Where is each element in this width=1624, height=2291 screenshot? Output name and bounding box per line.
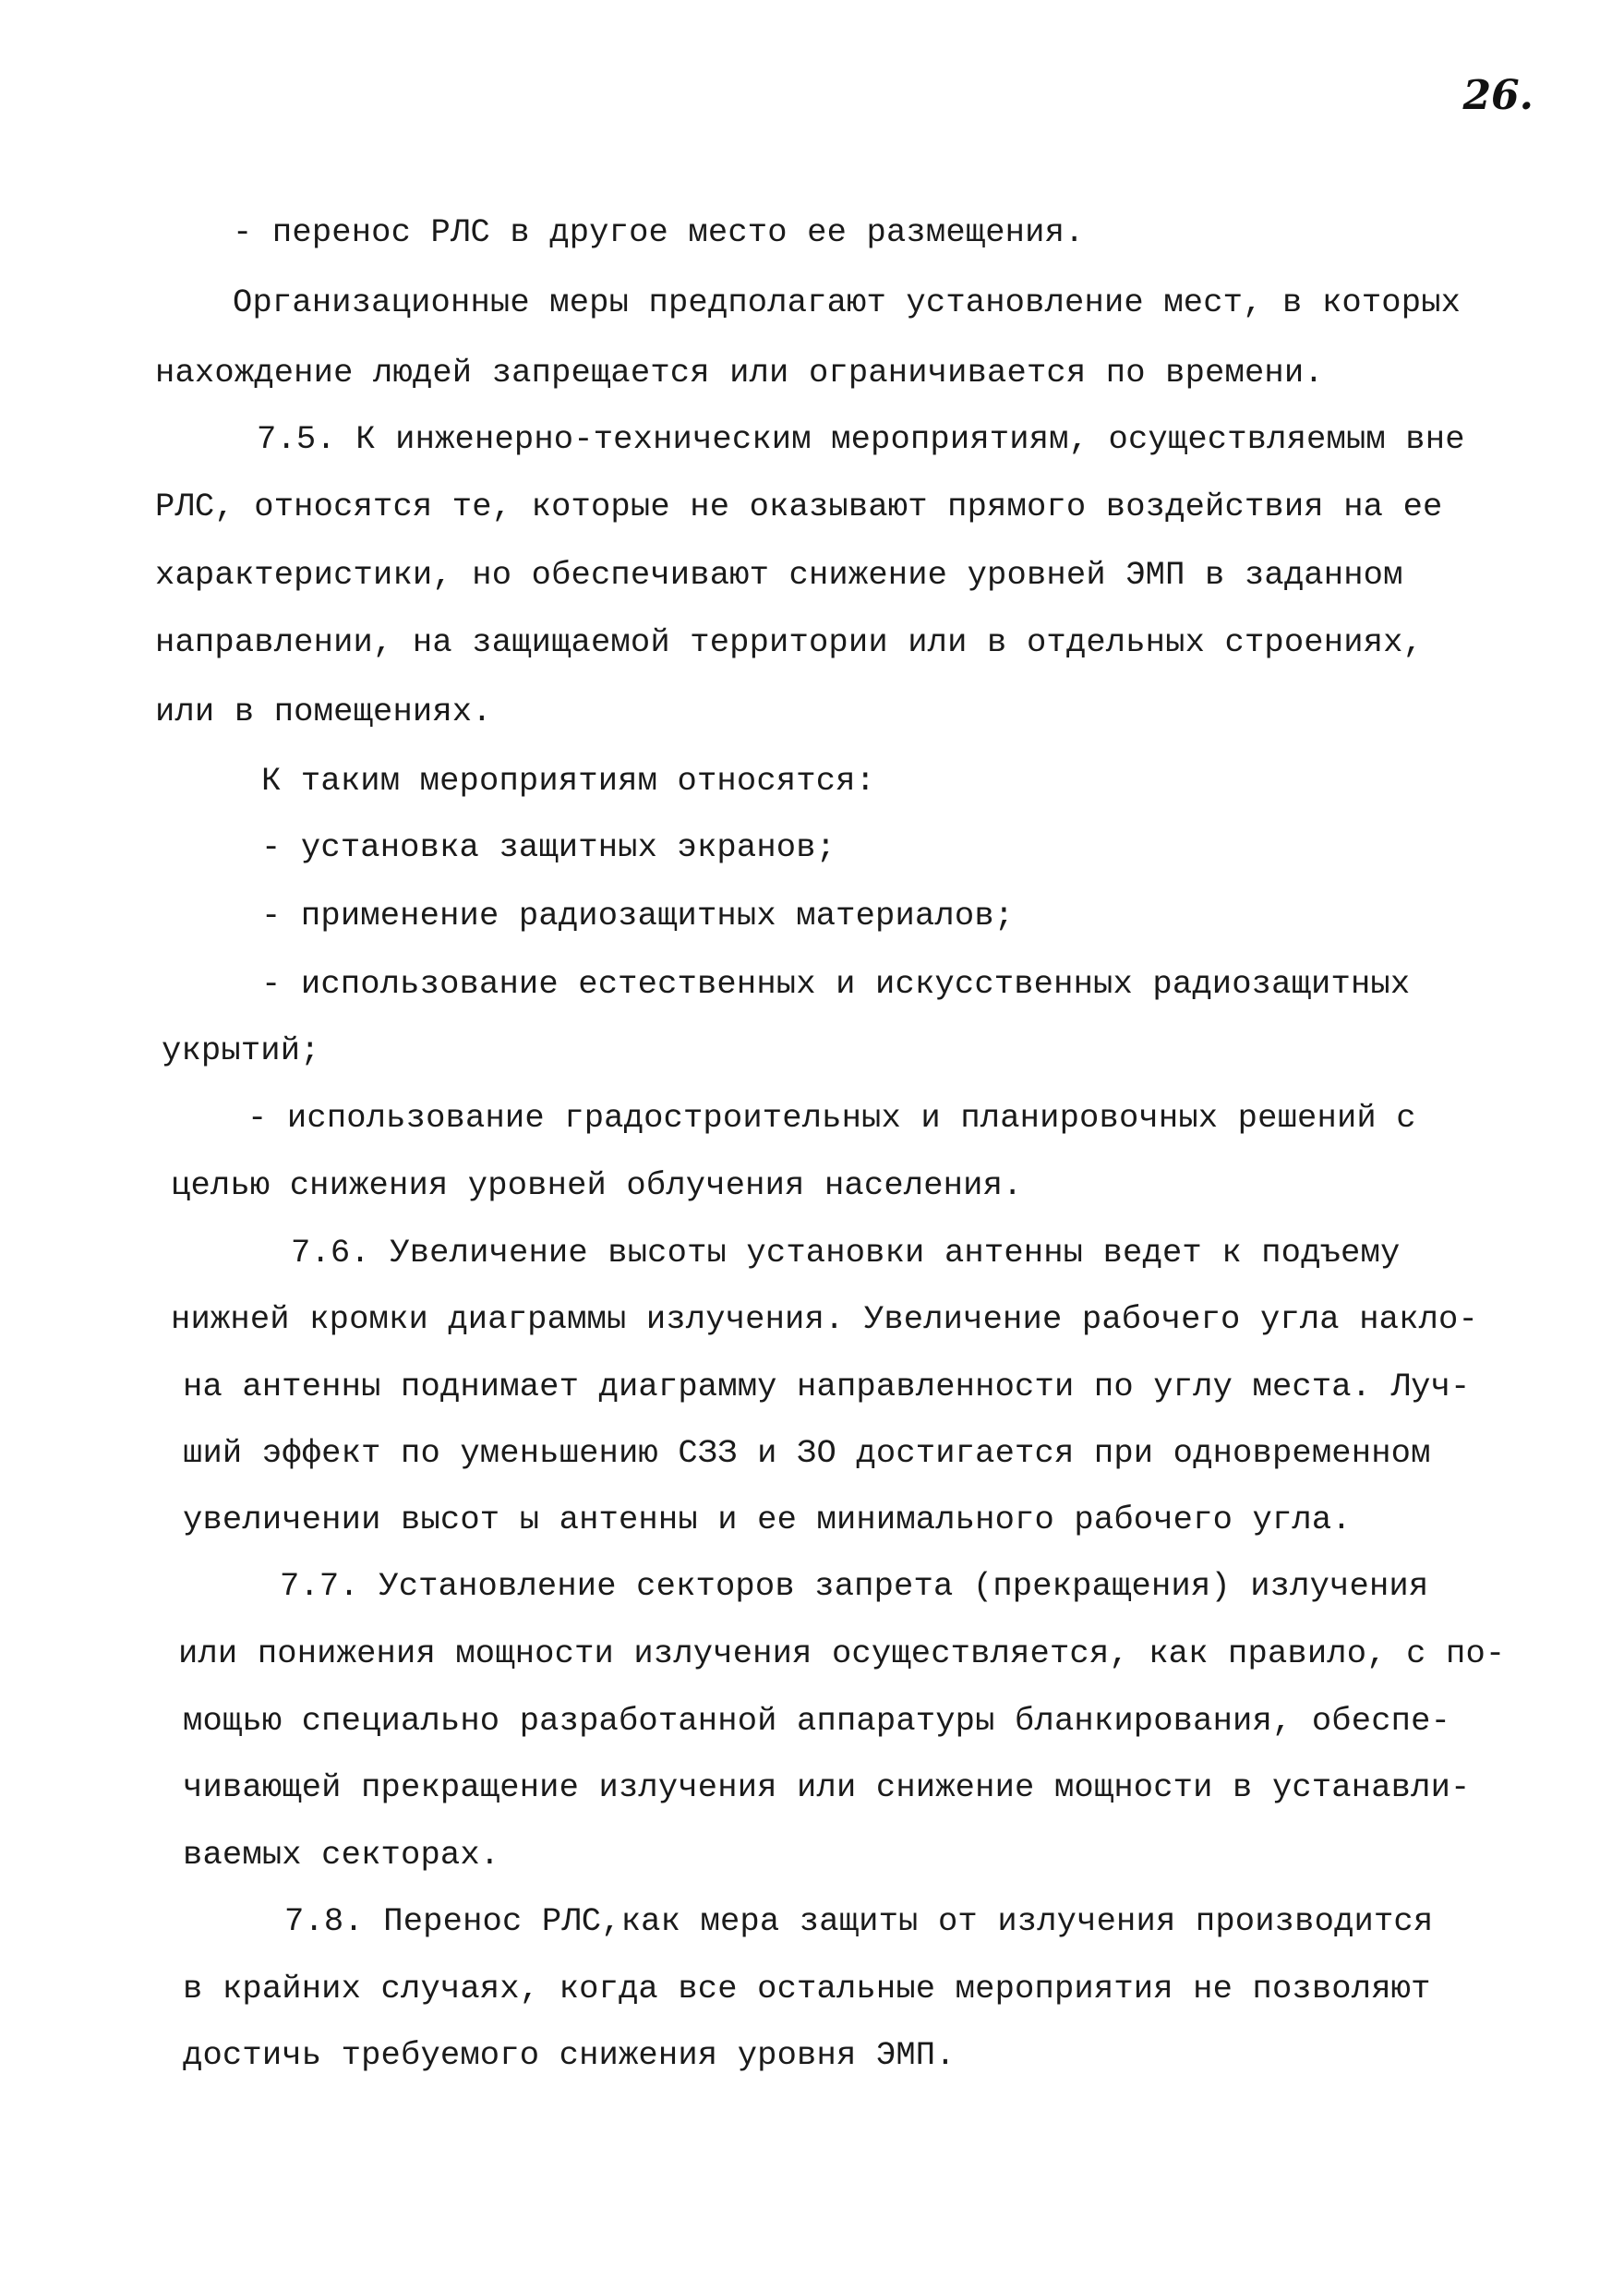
text-line: чивающей прекращение излучения или снижение мощности в устанавли- — [183, 1768, 1471, 1806]
text-line: Организационные меры предполагают установление мест, в которых — [233, 283, 1462, 321]
text-line: целью снижения уровней облучения населения. — [171, 1166, 1023, 1204]
text-line: или в помещениях. — [155, 693, 492, 730]
text-line: 7.8. Перенос РЛС,как мера защиты от излучения производится — [284, 1902, 1434, 1940]
text-line: - применение радиозащитных материалов; — [261, 897, 1015, 934]
text-line: характеристики, но обеспечивают снижение уровней ЭМП в заданном — [155, 556, 1403, 594]
text-line: - перенос РЛС в другое место ее размещения. — [233, 213, 1085, 251]
text-line: на антенны поднимает диаграмму направленности по углу места. Луч- — [183, 1368, 1471, 1405]
text-line: ший эффект по уменьшению СЗЗ и ЗО достигается при одновременном — [183, 1434, 1431, 1472]
text-line: в крайних случаях, когда все остальные мероприятия не позволяют — [183, 1970, 1431, 2008]
text-line: 7.6. Увеличение высоты установки антенны ведет к подъему — [291, 1234, 1401, 1272]
text-line: К таким мероприятиям относятся: — [261, 762, 876, 800]
text-line: направлении, на защищаемой территории или в отдельных строениях, — [155, 623, 1424, 661]
text-line: нахождение людей запрещается или ограничивается по времени. — [155, 354, 1324, 392]
text-line: ваемых секторах. — [183, 1836, 500, 1874]
text-line: - установка защитных экранов; — [261, 828, 836, 866]
text-line: или понижения мощности излучения осуществляется, как правило, с по- — [178, 1634, 1506, 1672]
text-line: укрытий; — [162, 1031, 320, 1069]
text-line: нижней кромки диаграммы излучения. Увеличение рабочего угла накло- — [171, 1300, 1478, 1338]
text-line: 7.5. К инженерно-техническим мероприятиям, осуществляемым вне — [257, 420, 1465, 458]
text-line: РЛС, относятся те, которые не оказывают прямого воздействия на ее — [155, 488, 1443, 525]
page-number: 26. — [1462, 72, 1534, 119]
text-line: увеличении высот ы антенны и ее минимального рабочего угла. — [183, 1501, 1352, 1538]
text-line: 7.7. Установление секторов запрета (прекращения) излучения — [280, 1567, 1429, 1605]
text-line: мощью специально разработанной аппаратуры бланкирования, обеспе- — [183, 1702, 1451, 1740]
text-line: - использование естественных и искусственных радиозащитных — [261, 965, 1411, 1003]
text-line: достичь требуемого снижения уровня ЭМП. — [183, 2036, 956, 2074]
text-line: - использование градостроительных и планировочных решений с — [247, 1099, 1416, 1137]
